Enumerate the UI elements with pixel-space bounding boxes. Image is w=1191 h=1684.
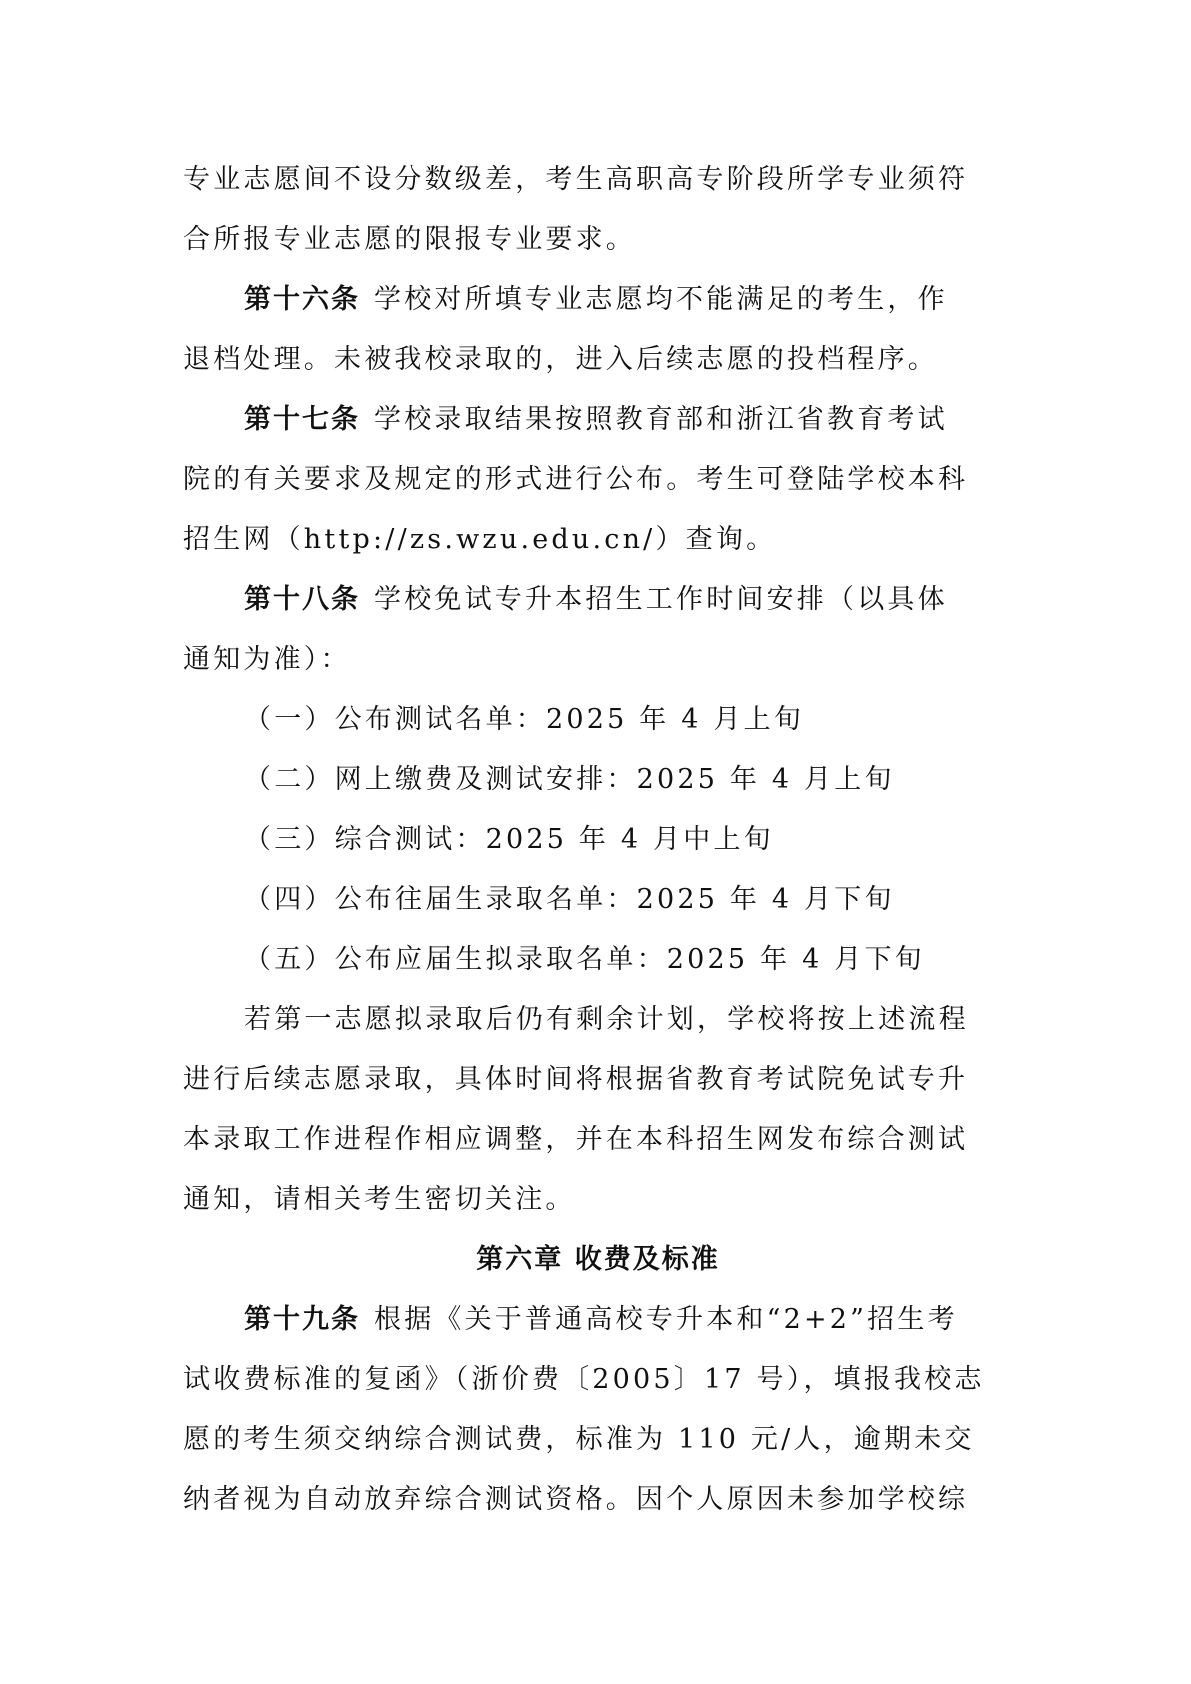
article-label: 第十七条 xyxy=(244,404,360,435)
text-line: 试收费标准的复函》（浙价费〔2005〕17 号），填报我校志 xyxy=(183,1364,985,1395)
text-line: 退档处理。未被我校录取的，进入后续志愿的投档程序。 xyxy=(183,344,938,375)
text-line-with-url: 招生网（http://zs.wzu.edu.cn/）查询。 xyxy=(183,524,777,555)
article-16 xyxy=(183,270,1013,330)
schedule-item-4: （四）公布往届生录取名单：2025 年 4 月下旬 xyxy=(244,884,895,915)
article-17 xyxy=(183,390,1013,450)
text-line: 纳者视为自动放弃综合测试资格。因个人原因未参加学校综 xyxy=(183,1484,969,1515)
article-18 xyxy=(183,570,1013,630)
article-text: 学校录取结果按照教育部和浙江省教育考试 xyxy=(374,404,948,435)
chapter-heading: 第六章 收费及标准 xyxy=(476,1244,720,1275)
text-line: 愿的考生须交纳综合测试费，标准为 110 元/人，逾期未交 xyxy=(183,1424,975,1455)
article-19 xyxy=(183,1290,1013,1350)
text-line: 通知为准）： xyxy=(183,644,351,675)
schedule-item-5: （五）公布应届生拟录取名单：2025 年 4 月下旬 xyxy=(244,944,925,975)
article-text: 学校免试专升本招生工作时间安排（以具体 xyxy=(374,584,948,615)
text-line: 院的有关要求及规定的形式进行公布。考生可登陆学校本科 xyxy=(183,464,969,495)
paragraph-start: 若第一志愿拟录取后仍有剩余计划，学校将按上述流程 xyxy=(244,1004,969,1035)
schedule-item-2: （二）网上缴费及测试安排：2025 年 4 月上旬 xyxy=(244,764,895,795)
schedule-item-3: （三）综合测试：2025 年 4 月中上旬 xyxy=(244,824,774,855)
text-line: 通知，请相关考生密切关注。 xyxy=(183,1184,576,1215)
article-text: 根据《关于普通高校专升本和“2+2”招生考 xyxy=(374,1304,958,1335)
schedule-item-1: （一）公布测试名单：2025 年 4 月上旬 xyxy=(244,704,805,735)
article-text: 学校对所填专业志愿均不能满足的考生，作 xyxy=(374,284,948,315)
text-line: 合所报专业志愿的限报专业要求。 xyxy=(183,224,636,255)
article-label: 第十八条 xyxy=(244,584,360,615)
text-line: 专业志愿间不设分数级差，考生高职高专阶段所学专业须符 xyxy=(183,164,969,195)
text-line: 进行后续志愿录取，具体时间将根据省教育考试院免试专升 xyxy=(183,1064,969,1095)
article-label: 第十六条 xyxy=(244,284,360,315)
document-page xyxy=(183,150,1013,1530)
text-line: 本录取工作进程作相应调整，并在本科招生网发布综合测试 xyxy=(183,1124,969,1155)
article-label: 第十九条 xyxy=(244,1304,360,1335)
